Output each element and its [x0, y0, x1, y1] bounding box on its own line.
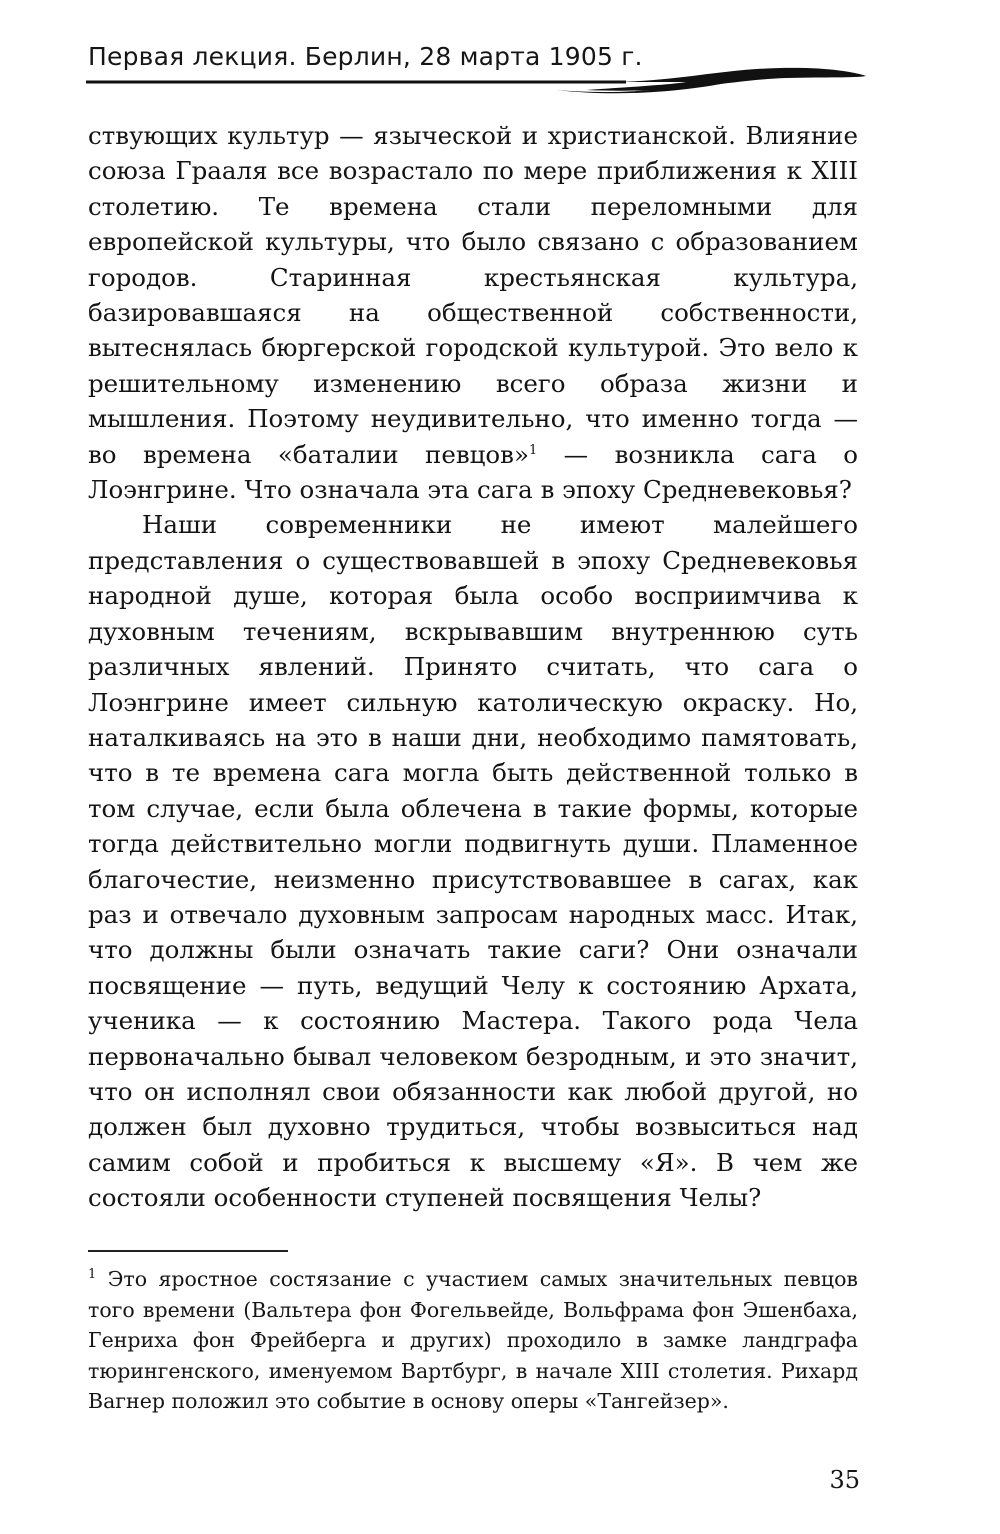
- paragraph-1-text: ствующих культур — языческой и христианской. Влияние союза Грааля все возрастало по мере приближения к XIII столетию. Те времена стали переломными для европейской культуры, что было связано с образованием городов. Старинная крестьянская культура, базировавшаяся на общественной собственности, вытеснялась бюргерской городской культурой. Это вело к решительному изменению всего образа жизни и мышления. Поэтому неудивительно, что именно тогда — во времена «баталии певцов»: [88, 121, 858, 469]
- main-text: [88, 118, 858, 1216]
- paragraph-2: Наши современники не имеют малейшего представления о существовавшей в эпоху Средневековья народной душе, которая была особо восприимчива к духовным течениям, вскрывавшим внутреннюю суть различных явлений. Принято считать, что сага о Лоэнгрине имеет сильную католическую окраску. Но, наталкиваясь на это в наши дни, необходимо памятовать, что в те времена сага могла быть действенной только в том случае, если была облечена в такие формы, которые тогда действительно могли подвигнуть души. Пламенное благочестие, неизменно присутствовавшее в сагах, как раз и отвечало духовным запросам народных масс. Итак, что должны были означать такие саги? Они означали посвящение — путь, ведущий Челу к состоянию Архата, ученика — к состоянию Мастера. Такого рода Чела первоначально бывал человеком безродным, и это значит, что он исполнял свои обязанности как любой другой, но должен был духовно трудиться, чтобы возвыситься над самим собой и пробиться к высшему «Я». В чем же состояли особенности ступеней посвящения Челы?: [88, 510, 858, 1213]
- footnote-divider: [88, 1250, 288, 1252]
- page-number: 35: [829, 1466, 860, 1494]
- paragraph-1: [88, 118, 858, 507]
- header-swash-rule: [86, 60, 866, 100]
- footnote-mark: 1: [88, 1267, 97, 1283]
- paragraph-1-text-continued: — возникла сага о Лоэнгрине. Что означала эта сага в эпоху Средневековья?: [88, 439, 858, 505]
- footnote-1: [88, 1264, 858, 1417]
- footnote-reference-1[interactable]: 1: [528, 442, 538, 458]
- footnote-text: Это яростное состязание с участием самых значительных певцов того времени (Вальтера фон Фогельвейде, Вольфрама фон Эшенбаха, Генриха фон Фрейберга и других) проходило в замке ландграфа тюрингенского, именуемом Вартбург, в начале XIII столетия. Рихард Вагнер положил это событие в основу оперы «Тангейзер».: [88, 1267, 858, 1413]
- running-head: Первая лекция. Берлин, 28 марта 1905 г.: [88, 42, 643, 71]
